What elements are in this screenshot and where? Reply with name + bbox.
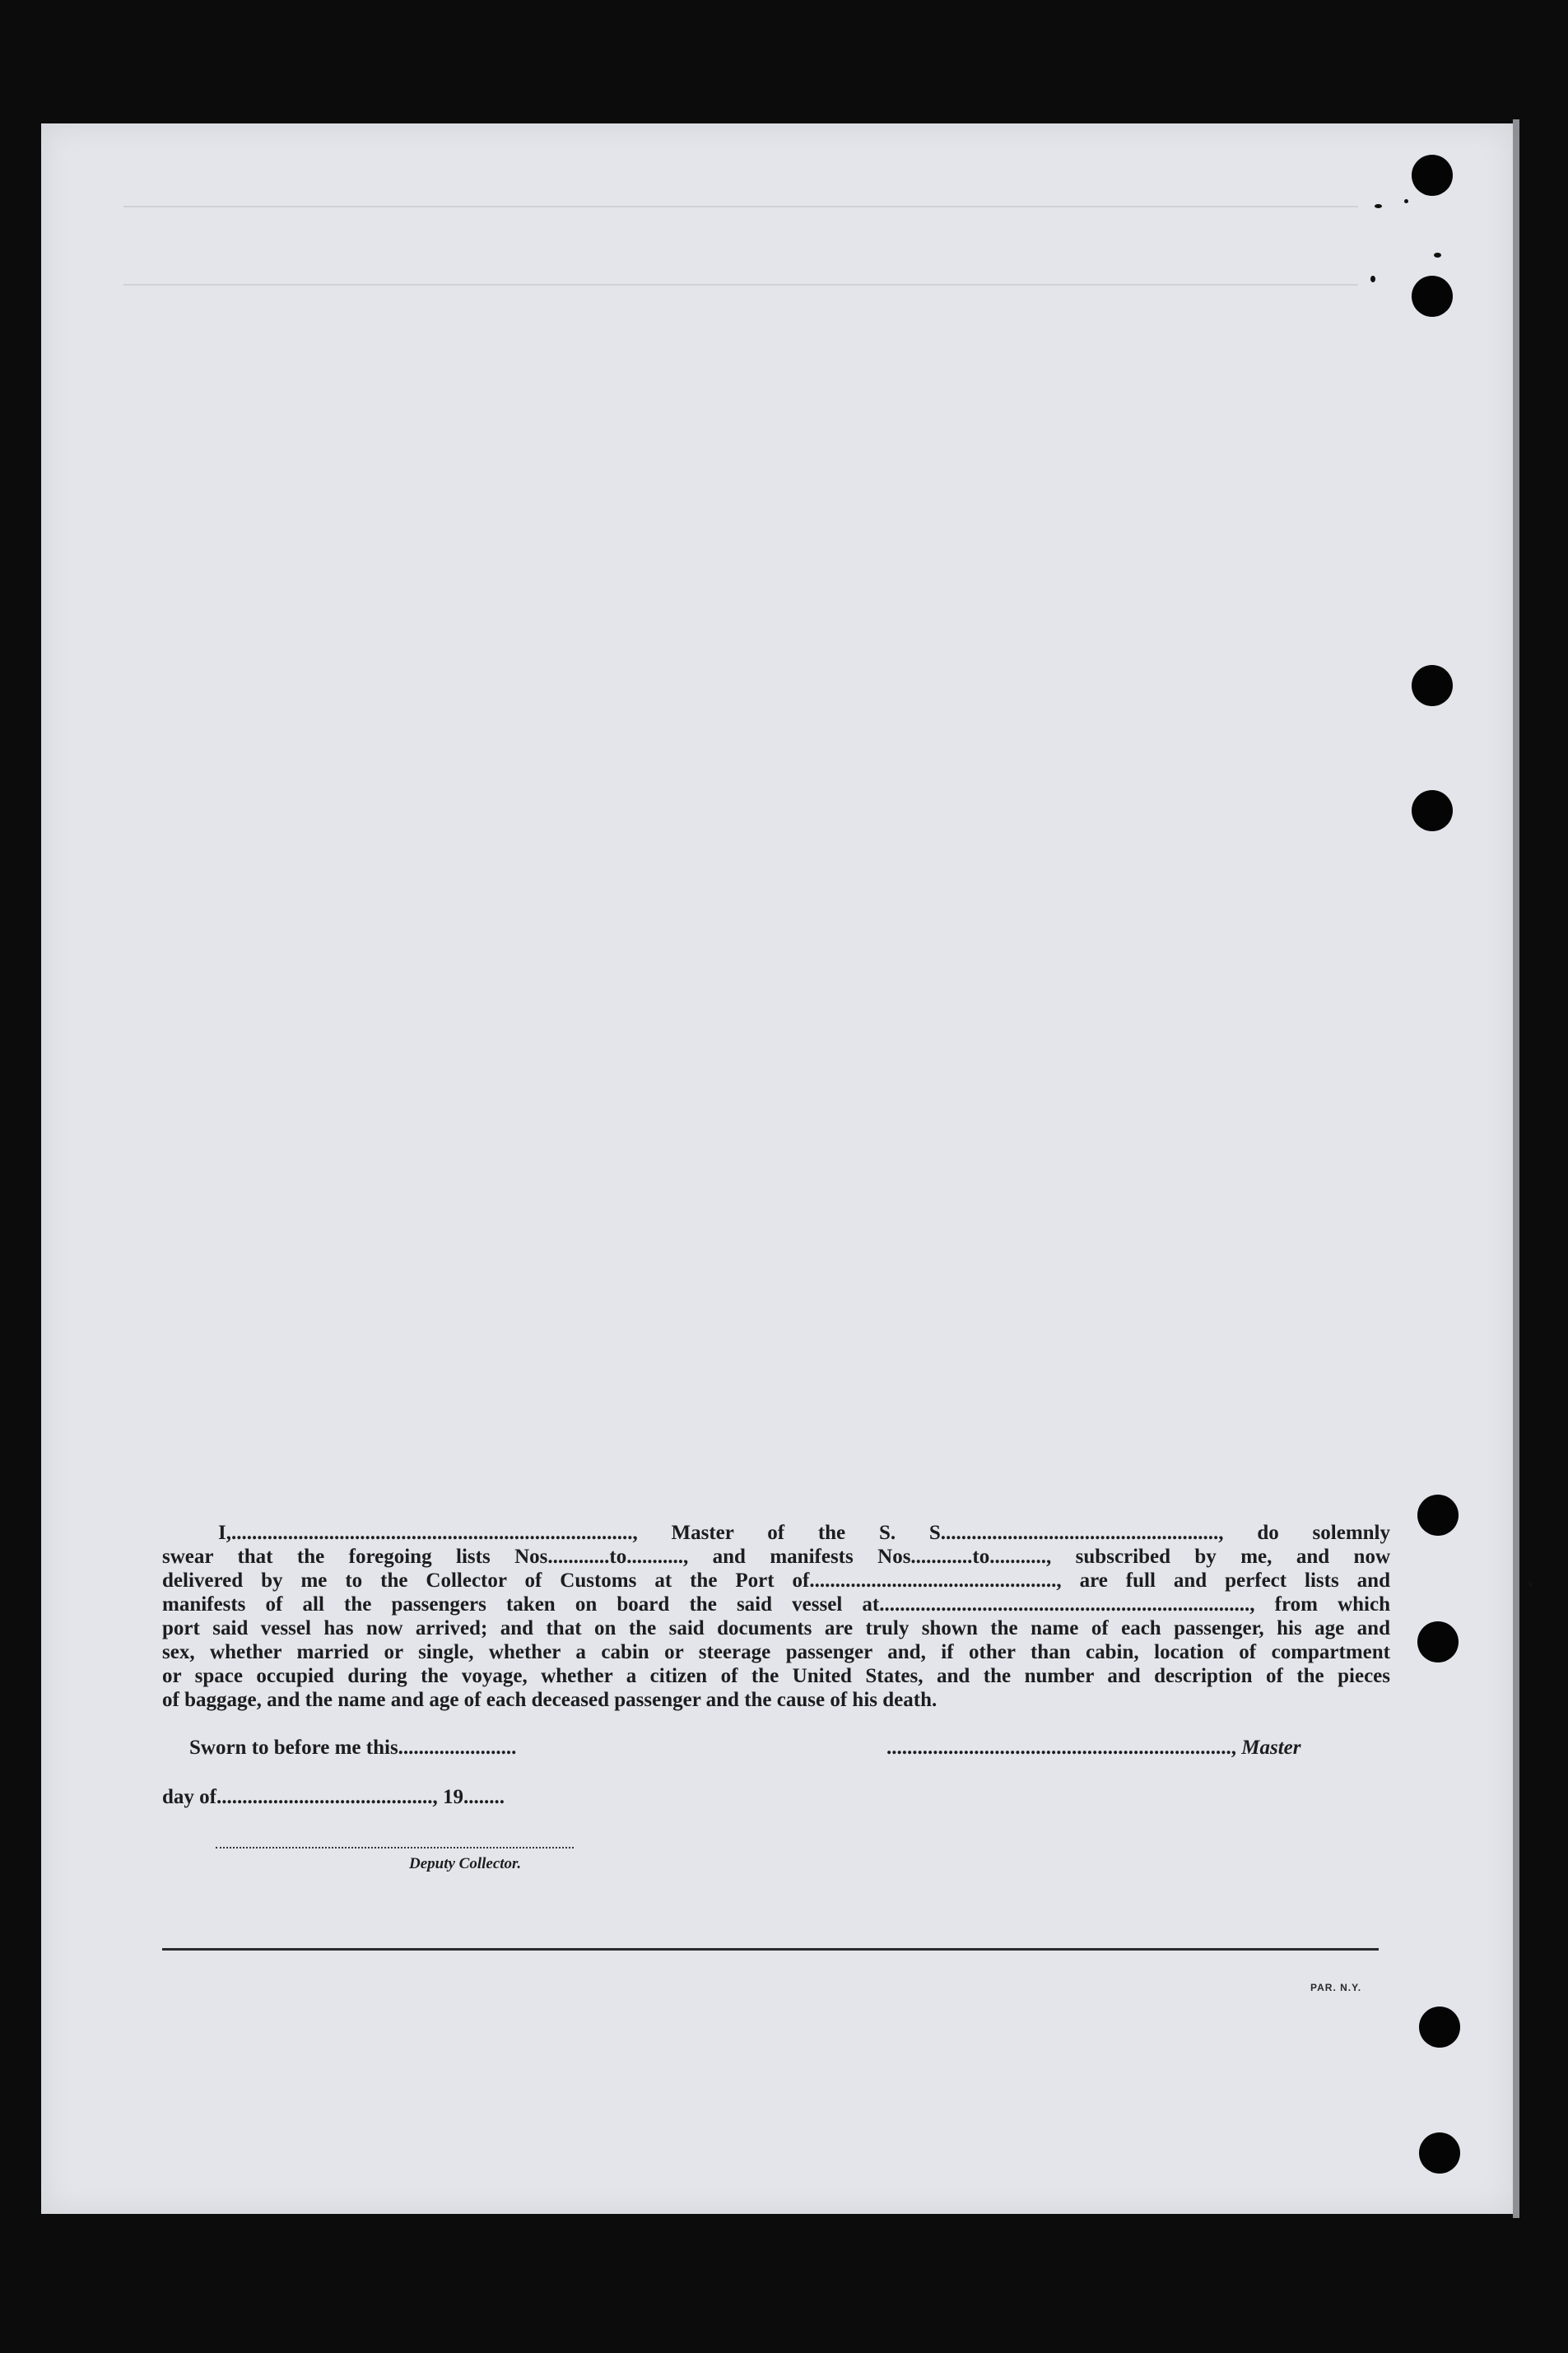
oath-line: manifests of all the passengers taken on board the said vessel at........................................................................, from which (162, 1593, 1390, 1616)
ink-speck (1404, 199, 1408, 203)
sworn-text: Sworn to before me this....................... (189, 1737, 517, 1759)
deputy-collector-label: Deputy Collector. (409, 1855, 522, 1872)
oath-line: swear that the foregoing lists Nos............to..........., and manifests Nos............to..........., subscribed by me, and now (162, 1546, 1390, 1568)
oath-line: delivered by me to the Collector of Customs at the Port of................................................, are full and perfect lists and (162, 1569, 1390, 1592)
day-of-line (162, 1786, 505, 1809)
punch-hole (1412, 276, 1453, 317)
master-oath-paragraph (162, 1521, 1390, 1712)
page-edge (1513, 119, 1519, 2218)
bleed-through-line (123, 284, 1358, 286)
punch-hole (1419, 2007, 1460, 2048)
sworn-before-line (189, 1737, 516, 1760)
oath-line: or space occupied during the voyage, whether a citizen of the United States, and the number and description of the pieces (162, 1665, 1390, 1687)
oath-line: I,.............................................................................., Master of the S. S......................................................, do solemnly (218, 1522, 1390, 1544)
bottom-rule (162, 1948, 1379, 1951)
punch-hole (1419, 2132, 1460, 2174)
punch-hole (1417, 1621, 1459, 1662)
master-signature-dots: ..................................................................., (886, 1737, 1236, 1759)
form-code: PAR. N.Y. (1310, 1982, 1362, 1993)
ink-speck (1434, 253, 1441, 258)
master-signature-line (886, 1737, 1300, 1760)
oath-line: port said vessel has now arrived; and that on the said documents are truly shown the name of each passenger, his age and (162, 1617, 1390, 1639)
deputy-signature-line (216, 1847, 574, 1848)
ink-speck (1375, 204, 1382, 208)
oath-line: of baggage, and the name and age of each deceased passenger and the cause of his death. (162, 1689, 938, 1711)
punch-hole (1412, 155, 1453, 196)
punch-hole (1412, 665, 1453, 706)
oath-line: sex, whether married or single, whether a cabin or steerage passenger and, if other than cabin, location of compartment (162, 1641, 1390, 1663)
document-page (41, 123, 1514, 2214)
master-label: Master (1241, 1737, 1301, 1759)
bleed-through-line (123, 206, 1358, 207)
day-text: day of.........................................., 19........ (162, 1786, 505, 1808)
ink-speck (1370, 276, 1375, 282)
punch-hole (1412, 790, 1453, 831)
punch-hole (1417, 1495, 1459, 1536)
ink-speck (1528, 1582, 1533, 1587)
